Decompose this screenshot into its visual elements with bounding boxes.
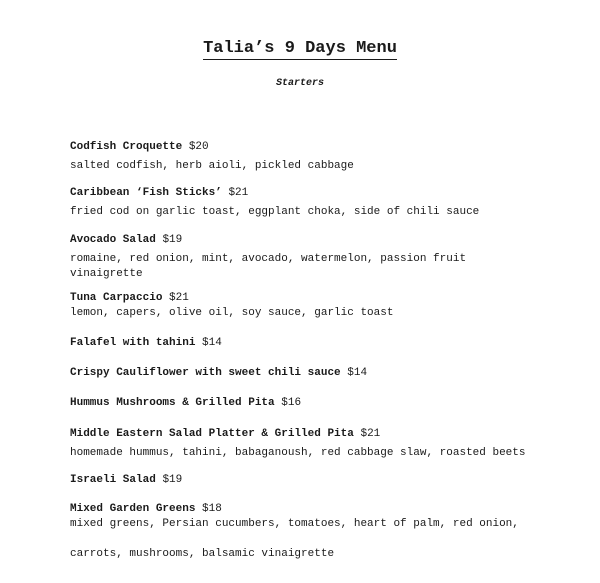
- item-description: lemon, capers, olive oil, soy sauce, garlic toast: [70, 307, 394, 319]
- item-price: $16: [281, 397, 302, 409]
- item-name: Mixed Garden Greens: [70, 503, 196, 515]
- item-description: mixed greens, Persian cucumbers, tomatoes, heart of palm, red onion,: [70, 518, 519, 530]
- menu-item-tuna-carpaccio: [70, 291, 530, 321]
- menu-item-codfish-croquette: [70, 140, 530, 174]
- item-description: salted codfish, herb aioli, pickled cabbage: [70, 160, 354, 172]
- item-name: Crispy Cauliflower with sweet chili sauce: [70, 367, 341, 379]
- item-description: homemade hummus, tahini, babaganoush, red cabbage slaw, roasted beets: [70, 447, 526, 459]
- item-description-continued: carrots, mushrooms, balsamic vinaigrette: [70, 548, 335, 560]
- item-name: Avocado Salad: [70, 234, 156, 246]
- item-price: $20: [188, 141, 209, 153]
- item-price: $21: [228, 187, 249, 199]
- item-heading: [70, 427, 530, 442]
- menu-item-falafel: [70, 336, 530, 351]
- item-name: Tuna Carpaccio: [70, 292, 163, 304]
- item-heading: [70, 291, 530, 306]
- item-price: $18: [202, 503, 222, 515]
- item-name: Falafel with tahini: [70, 337, 196, 349]
- menu-item-crispy-cauliflower: [70, 366, 530, 381]
- menu-item-hummus-mushrooms: [70, 396, 530, 411]
- item-heading: [70, 396, 530, 411]
- item-description-continued: vinaigrette: [70, 268, 143, 280]
- menu-item-israeli-salad: [70, 473, 530, 488]
- item-price: $19: [162, 474, 183, 486]
- item-price: $19: [162, 234, 183, 246]
- item-price: $14: [202, 337, 222, 349]
- item-name: Middle Eastern Salad Platter & Grilled Pita: [70, 428, 354, 440]
- menu-item-mixed-garden-greens: [70, 502, 530, 562]
- item-name: Hummus Mushrooms & Grilled Pita: [70, 397, 275, 409]
- menu-item-caribbean-fish-sticks: [70, 186, 530, 220]
- item-heading: [70, 140, 530, 155]
- item-heading: [70, 502, 530, 517]
- item-heading: [70, 336, 530, 351]
- item-price: $21: [360, 428, 381, 440]
- item-heading: [70, 366, 530, 381]
- item-heading: [70, 233, 530, 248]
- menu-item-middle-eastern-platter: [70, 427, 530, 461]
- item-name: Israeli Salad: [70, 474, 156, 486]
- menu-title: Talia’s 9 Days Menu: [203, 39, 397, 58]
- item-name: Caribbean ‘Fish Sticks’: [70, 187, 222, 199]
- item-description: fried cod on garlic toast, eggplant choka, side of chili sauce: [70, 206, 480, 218]
- menu-title-wrap: [0, 38, 600, 60]
- menu-item-avocado-salad: [70, 233, 530, 282]
- item-price: $21: [169, 292, 189, 304]
- section-heading: Starters: [275, 78, 324, 89]
- item-heading: [70, 186, 530, 201]
- item-description: romaine, red onion, mint, avocado, watermelon, passion fruit: [70, 253, 467, 265]
- item-heading: [70, 473, 530, 488]
- item-price: $14: [347, 367, 368, 379]
- item-name: Codfish Croquette: [70, 141, 183, 153]
